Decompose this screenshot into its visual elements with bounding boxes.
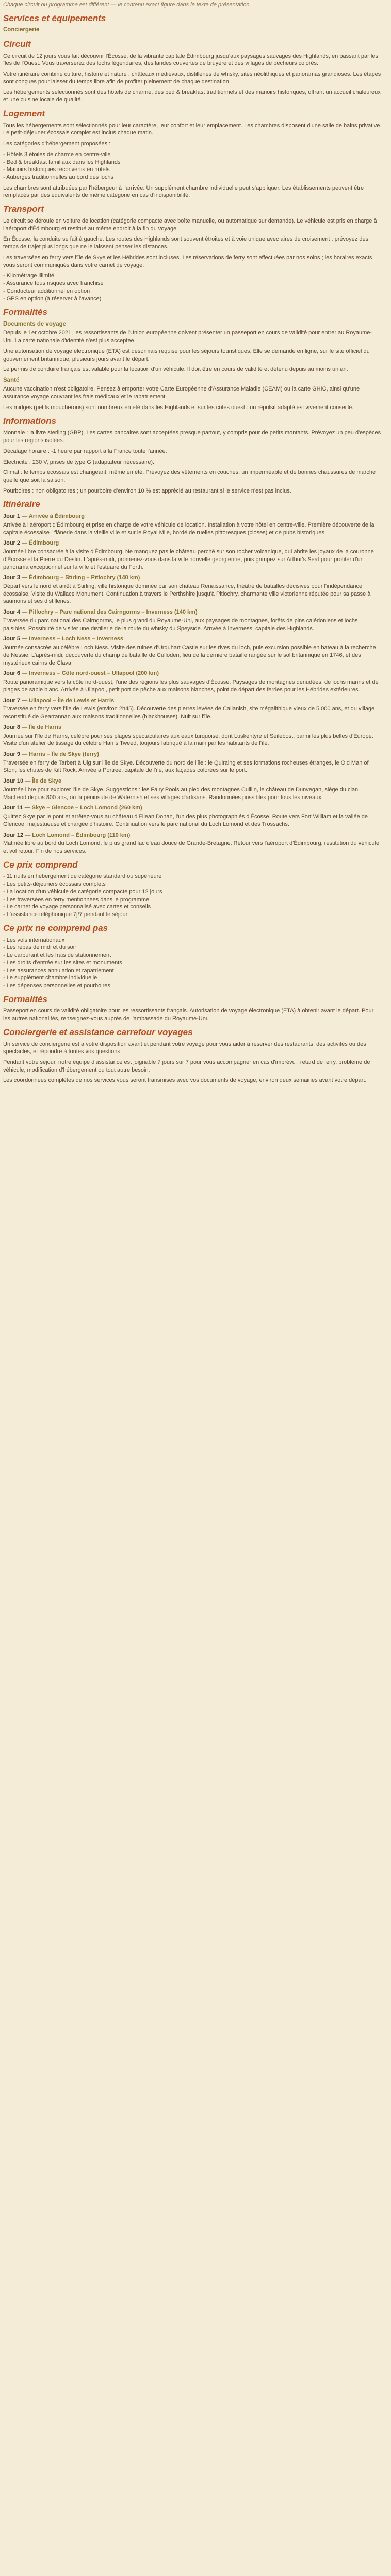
- itinerary-day-heading: [3, 832, 382, 839]
- informations-paragraph: Climat : le temps écossais est changeant, même en été. Prévoyez des vêtements en couches, un imperméable et de bonnes chaussures de marche quelle que soit la saison.: [3, 469, 376, 483]
- transport-paragraph: Le circuit se déroule en voiture de location (catégorie compacte avec boîte manuelle, ou automatique sur demande). Le véhicule est pris en charge à l'aéroport d'Édimbourg et restitué au même endroit à la fin du voyage.: [3, 217, 377, 232]
- day-label: Jour 11: [3, 805, 23, 811]
- day-separator: —: [20, 751, 29, 757]
- page: [0, 0, 385, 1091]
- inclus-list: [3, 873, 382, 918]
- list-item: - L'assistance téléphonique 7j/7 pendant le séjour: [3, 911, 382, 919]
- day-label: Jour 9: [3, 751, 21, 757]
- itinerary-day-heading: [3, 804, 382, 812]
- itinerary-day-heading: [3, 539, 382, 547]
- day-title: Arrivée à Édimbourg: [28, 513, 85, 520]
- day-description: Traversée du parc national des Cairngorms, le plus grand du Royaume-Uni, aux paysages de montagnes, forêts de pins calédoniens et lochs paisibles. Possibilité de visiter une distillerie de la route du whisky du Speyside. Arrivée à Inverness, capitale des Highlands.: [3, 617, 358, 632]
- day-description: Arrivée à l'aéroport d'Édimbourg et prise en charge de votre véhicule de location. Installation à votre hôtel en centre-ville. Première découverte de la capitale écossaise : flânerie dans la vieille ville et sur le Royal Mile, bordé de ruelles pittoresques (closes) et de pubs historiques.: [3, 521, 374, 536]
- list-item: - La location d'un véhicule de catégorie compacte pour 12 jours: [3, 888, 382, 896]
- section-title-informations: Informations: [3, 416, 56, 426]
- list-item: - Bed & breakfast familiaux dans les Highlands: [3, 159, 382, 166]
- logement-paragraph: Les chambres sont attribuées par l'hébergeur à l'arrivée. Un supplément chambre individuelle peut s'appliquer. Les établissements peuvent être remplacés par des équivalents de même catégorie en cas d'indisponibilité.: [3, 184, 364, 199]
- notice: Chaque circuit ou programme est différent — le contenu exact figure dans le texte de présentation.: [3, 2, 251, 8]
- day-title: Ullapool – Île de Lewis et Harris: [29, 697, 115, 704]
- day-title: Île de Harris: [29, 724, 62, 731]
- section-title-transport: Transport: [3, 204, 44, 214]
- day-separator: —: [20, 609, 29, 616]
- itinerary-day-heading: [3, 697, 382, 705]
- list-item: - Assurance tous risques avec franchise: [3, 280, 382, 287]
- list-item: - Manoirs historiques reconvertis en hôtels: [3, 166, 382, 174]
- day-title: Inverness – Côte nord-ouest – Ullapool (200 km): [29, 670, 159, 677]
- day-separator: —: [20, 574, 29, 581]
- day-description: Journée sur l'île de Harris, célèbre pour ses plages spectaculaires aux eaux turquoise, dont Luskentyre et Seilebost, parmi les plus belles d'Europe. Visite d'un atelier de tissage du célèbre Harris Tweed, toujours fabriqué à la main par les habitants de l'île.: [3, 733, 373, 747]
- logement-list: [3, 151, 382, 181]
- day-title: Harris – Île de Skye (ferry): [29, 751, 99, 757]
- formalites-paragraph: Depuis le 1er octobre 2021, les ressortissants de l'Union européenne doivent présenter un passeport en cours de validité pour entrer au Royaume-Uni. La carte nationale d'identité n'est plus acceptée.: [3, 330, 372, 344]
- day-description: Journée consacrée au célèbre Loch Ness. Visite des ruines d'Urquhart Castle sur les rives du loch, puis excursion possible en bateau à la recherche de Nessie. L'après-midi, découverte du champ de bataille de Culloden, lieu de la dernière bataille rangée sur le sol britannique en 1746, et des mystérieux cairns de Clava.: [3, 645, 376, 666]
- list-item: - Auberges traditionnelles au bord des lochs: [3, 174, 382, 181]
- itinerary-day-heading: [3, 724, 382, 732]
- day-description: Traversée en ferry vers l'île de Lewis (environ 2h45). Découverte des pierres levées de Callanish, site mégalithique vieux de 5 000 ans, et du village reconstitué de Gearrannan aux maisons traditionnelles (blackhouses). Nuit sur l'île.: [3, 706, 375, 720]
- list-item: - Hôtels 3 étoiles de charme en centre-ville: [3, 151, 382, 159]
- services-conciergerie: Conciergerie: [3, 27, 40, 33]
- day-separator: —: [20, 697, 29, 704]
- list-item: - GPS en option (à réserver à l'avance): [3, 295, 382, 303]
- formalites-paragraph: Le permis de conduire français est valable pour la location d'un véhicule. Il doit être en cours de validité et détenu depuis au moins un an.: [3, 366, 348, 373]
- day-label: Jour 4: [3, 609, 21, 616]
- section-title-inclus: Ce prix comprend: [3, 859, 78, 870]
- circuit-paragraph: Votre itinéraire combine culture, histoire et nature : châteaux médiévaux, distilleries de whisky, sites néolithiques et panoramas grandioses. Les étapes sont conçues pour laisser du temps libre afin de profiter pleinement de chaque destination.: [3, 71, 381, 85]
- itinerary-day-heading: [3, 608, 382, 616]
- itinerary-day-heading: [3, 670, 382, 677]
- conciergerie-paragraph: Pendant votre séjour, notre équipe d'assistance est joignable 7 jours sur 7 pour vous accompagner en cas d'imprévu : retard de ferry, problème de véhicule, modification d'hébergement ou tout autre besoin.: [3, 1059, 370, 1073]
- section-title-formalites: Formalités: [3, 307, 47, 317]
- formalites-paragraph: Aucune vaccination n'est obligatoire. Pensez à emporter votre Carte Européenne d'Assurance Maladie (CEAM) ou la carte GHIC, ainsi qu'une assurance voyage couvrant les frais médicaux et le rapatriement.: [3, 386, 360, 400]
- day-separator: —: [20, 636, 29, 642]
- list-item: - 11 nuits en hébergement de catégorie standard ou supérieure: [3, 873, 382, 880]
- day-description: Traversée en ferry de Tarbert à Uig sur l'île de Skye. Découverte du nord de l'île : le Quiraing et ses formations rocheuses étranges, le Old Man of Storr, les chutes de Kilt Rock. Arrivée à Portree, capitale de l'île, aux façades colorées sur le port.: [3, 759, 369, 774]
- formalites2-paragraph: Passeport en cours de validité obligatoire pour les ressortissants français. Autorisation de voyage électronique (ETA) à obtenir avant le départ. Pour les autres nationalités, renseignez-vous auprès de l'ambassade du Royaume-Uni.: [3, 1008, 374, 1022]
- transport-paragraph: Les traversées en ferry vers l'île de Skye et les Hébrides sont incluses. Les réservations de ferry sont effectuées par nos soins ; les horaires exacts vous seront communiqués dans votre carnet de voyage.: [3, 254, 372, 268]
- itinerary-day-heading: [3, 635, 382, 643]
- list-item: - Les assurances annulation et rapatriement: [3, 967, 382, 975]
- noninclus-list: [3, 937, 382, 990]
- formalites-paragraph: Les midges (petits moucherons) sont nombreux en été dans les Highlands et sur les côtes ouest : un répulsif adapté est vivement conseillé.: [3, 404, 354, 411]
- section-title-noninclus: Ce prix ne comprend pas: [3, 923, 108, 933]
- day-title: Édimbourg – Stirling – Pitlochry (140 km): [29, 574, 140, 581]
- transport-paragraph: En Écosse, la conduite se fait à gauche. Les routes des Highlands sont souvent étroites et à voie unique avec aires de croisement : prévoyez des temps de trajet plus longs que ne le laissent penser les distances.: [3, 236, 369, 250]
- list-item: - Le carburant et les frais de stationnement: [3, 952, 382, 959]
- informations-paragraph: Électricité : 230 V, prises de type G (adaptateur nécessaire).: [3, 459, 155, 465]
- day-label: Jour 7: [3, 697, 21, 704]
- day-label: Jour 12: [3, 832, 24, 838]
- list-item: - Les droits d'entrée sur les sites et monuments: [3, 959, 382, 967]
- day-title: Pitlochry – Parc national des Cairngorms – Inverness (140 km): [29, 609, 198, 616]
- day-label: Jour 1: [3, 513, 21, 520]
- day-description: Départ vers le nord et arrêt à Stirling, ville historique dominée par son château Renaissance, théâtre de batailles décisives pour l'indépendance écossaise. Visite du Wallace Monument. Continuation à travers le Perthshire jusqu'à Pitlochry, charmante ville victorienne réputée pour sa passe à saumons et ses distilleries.: [3, 583, 371, 605]
- day-label: Jour 8: [3, 724, 21, 731]
- day-description: Quittez Skye par le pont et arrêtez-vous au château d'Eilean Donan, l'un des plus photographiés d'Écosse. Route vers Fort William et la vallée de Glencoe, majestueuse et chargée d'histoire. Continuation vers le parc national du Loch Lomond et des Trossachs.: [3, 814, 368, 827]
- day-title: Édimbourg: [29, 540, 59, 547]
- list-item: - Kilométrage illimité: [3, 272, 382, 280]
- day-label: Jour 6: [3, 670, 21, 677]
- day-label: Jour 10: [3, 778, 24, 785]
- day-description: Route panoramique vers la côte nord-ouest, l'une des régions les plus sauvages d'Écosse. Paysages de montagnes dénudées, de lochs marins et de plages de sable blanc. Arrivée à Ullapool, petit port de pêche aux maisons blanches, point de départ des ferries pour les Hébrides extérieures.: [3, 679, 379, 693]
- day-title: Skye – Glencoe – Loch Lomond (260 km): [31, 805, 142, 811]
- day-title: Loch Lomond – Édimbourg (110 km): [32, 832, 131, 838]
- list-item: - Conducteur additionnel en option: [3, 287, 382, 295]
- formalites-subtitle: Documents de voyage: [3, 320, 67, 327]
- conciergerie-paragraph: Les coordonnées complètes de nos services vous seront transmises avec vos documents de voyage, environ deux semaines avant votre départ.: [3, 1077, 367, 1084]
- itinerary-day-heading: [3, 751, 382, 758]
- list-item: - Les dépenses personnelles et pourboires: [3, 982, 382, 990]
- list-item: - Les vols internationaux: [3, 937, 382, 944]
- list-item: - Les traversées en ferry mentionnées dans le programme: [3, 896, 382, 904]
- section-title-formalites-2: Formalités: [3, 994, 47, 1004]
- day-separator: —: [20, 724, 29, 731]
- day-separator: —: [20, 670, 29, 677]
- list-item: - Les repas de midi et du soir: [3, 944, 382, 952]
- day-separator: —: [23, 778, 32, 785]
- conciergerie-paragraph: Un service de conciergerie est à votre disposition avant et pendant votre voyage pour vous aider à réserver des restaurants, des activités ou des spectacles, et répondre à toutes vos questions.: [3, 1041, 366, 1055]
- day-title: Inverness – Loch Ness – Inverness: [29, 636, 123, 642]
- itinerary-day-heading: [3, 574, 382, 582]
- itinerary-days: [3, 513, 382, 855]
- list-item: - Le carnet de voyage personnalisé avec cartes et conseils: [3, 903, 382, 911]
- section-title-itineraire: Itinéraire: [3, 499, 40, 510]
- circuit-paragraph: Ce circuit de 12 jours vous fait découvrir l'Écosse, de la vibrante capitale Édimbourg jusqu'aux paysages sauvages des Highlands, en passant par les îles de l'Ouest. Vous traverserez des lochs légendaires, des landes couvertes de bruyère et des villages de pêcheurs colorés.: [3, 53, 378, 67]
- day-label: Jour 5: [3, 636, 21, 642]
- day-separator: —: [20, 513, 29, 520]
- day-title: Île de Skye: [32, 778, 62, 785]
- informations-paragraph: Décalage horaire : -1 heure par rapport à la France toute l'année.: [3, 448, 167, 454]
- day-description: Matinée libre au bord du Loch Lomond, le plus grand lac d'eau douce de Grande-Bretagne. Retour vers l'aéroport d'Édimbourg, restitution du véhicule et vol retour. Fin de nos services.: [3, 840, 380, 855]
- list-item: - Les petits-déjeuners écossais complets: [3, 880, 382, 888]
- informations-paragraph: Pourboires : non obligatoires ; un pourboire d'environ 10 % est apprécié au restaurant si le service n'est pas inclus.: [3, 487, 291, 494]
- list-item: - Le supplément chambre individuelle: [3, 974, 382, 982]
- day-description: Journée libre consacrée à la visite d'Édimbourg. Ne manquez pas le château perché sur son rocher volcanique, qui abrite les joyaux de la couronne d'Écosse et la Pierre du Destin. L'après-midi, promenez-vous dans la ville nouvelle géorgienne, puis grimpez sur Arthur's Seat pour profiter d'un panorama exceptionnel sur la ville et l'estuaire du Forth.: [3, 549, 374, 570]
- day-label: Jour 2: [3, 540, 21, 547]
- informations-paragraph: Monnaie : la livre sterling (GBP). Les cartes bancaires sont acceptées presque partout, y compris pour de petits montants. Prévoyez un peu d'espèces pour les régions isolées.: [3, 430, 381, 444]
- day-label: Jour 3: [3, 574, 21, 581]
- section-title-conciergerie: Conciergerie et assistance carrefour voyages: [3, 1027, 193, 1037]
- formalites-paragraph: Une autorisation de voyage électronique (ETA) est désormais requise pour les séjours touristiques. Elle se demande en ligne, sur le site officiel du gouvernement britannique, plusieurs jours avant le départ.: [3, 348, 370, 362]
- section-title-services: Services et équipements: [3, 13, 106, 23]
- section-title-logement: Logement: [3, 108, 45, 118]
- section-title-circuit: Circuit: [3, 39, 31, 49]
- circuit-paragraph: Les hébergements sélectionnés sont des hôtels de charme, des bed & breakfast traditionnels et des manoirs historiques, offrant un accueil chaleureux et une cuisine locale de qualité.: [3, 89, 381, 104]
- day-separator: —: [23, 832, 32, 838]
- transport-list: [3, 272, 382, 302]
- itinerary-day-heading: [3, 777, 382, 785]
- day-separator: —: [20, 540, 29, 547]
- day-separator: —: [23, 805, 32, 811]
- logement-paragraph: Tous les hébergements sont sélectionnés pour leur caractère, leur confort et leur emplacement. Les chambres disposent d'une salle de bains privative. Le petit-déjeuner écossais complet est inclus chaque matin.: [3, 122, 382, 137]
- formalites-subtitle: Santé: [3, 377, 20, 384]
- itinerary-day-heading: [3, 513, 382, 520]
- day-description: Journée libre pour explorer l'île de Skye. Suggestions : les Fairy Pools au pied des montagnes Cuillin, le château de Dunvegan, siège du clan MacLeod depuis 800 ans, ou la péninsule de Waternish et ses villages d'artisans. Randonnées possibles pour tous les niveaux.: [3, 786, 359, 801]
- logement-paragraph: Les catégories d'hébergement proposées :: [3, 141, 111, 147]
